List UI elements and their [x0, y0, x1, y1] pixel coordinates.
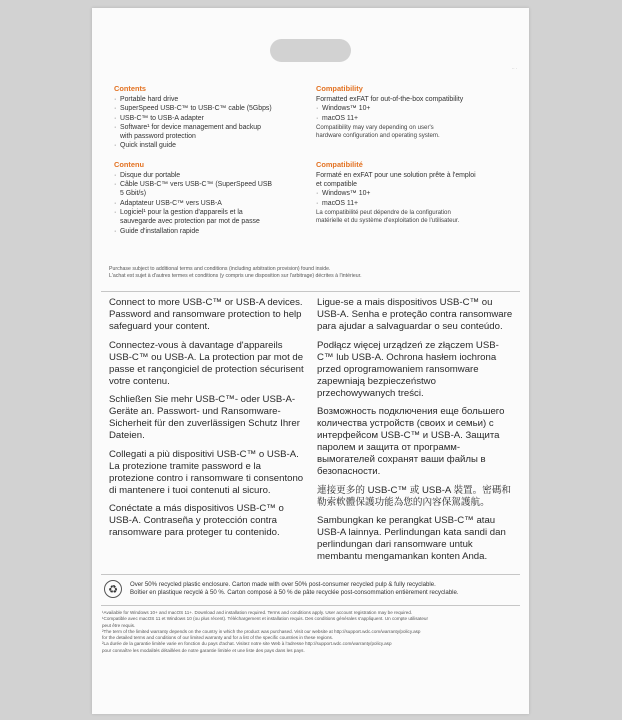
contents-heading-en: Contents: [114, 84, 147, 93]
contents-item: [114, 123, 316, 142]
contents-item: · SuperSpeed USB-C™ to USB-C™ cable (5Gbps): [114, 104, 316, 113]
compat-list-fr: [316, 189, 514, 208]
lang-paragraph-ru: Возможность подключения еще большего количества устройств (своих и семьи) с интерфейсом USB-C™ и USB-A. Защита паролем и защита от программ-вымогателей сохранят ваши файлы в безопасности.: [317, 406, 505, 477]
lang-column-right: [317, 297, 513, 570]
lang-paragraph-pl: Podłącz więcej urządzeń ze złączem USB-C™ lub USB-A. Ochrona hasłem iochrona przed oprogramowaniem ransomware zapewniają bezpieczeństwo przechowywanych treści.: [317, 339, 499, 399]
compat-item: · Windows™ 10+: [316, 189, 514, 198]
footnote-line: peut être requis.: [102, 622, 136, 628]
contents-item: [114, 208, 316, 227]
footnote-line: ²La durée de la garantie limitée varie en fonction du pays d'achat. Visitez notre site Web à l'adresse http://support.wdc.com/warranty/policy.asp: [102, 641, 392, 647]
compat-line-en: Formatted exFAT for out-of-the-box compatibility: [316, 96, 464, 103]
footnote-line: for the detailed terms and conditions of our limited warranty and for a list of the specific countries in these regions.: [102, 635, 334, 640]
spec-row-fr: [114, 160, 514, 236]
contents-item-text: Logiciel¹ pour la gestion d'appareils et la: [120, 208, 243, 216]
multilingual-copy: [109, 297, 513, 570]
compat-fr: [316, 160, 514, 236]
contents-item: · Quick install guide: [114, 141, 316, 150]
contents-list-en: [114, 95, 316, 151]
contents-item: · Adaptateur USB-C™ vers USB-A: [114, 199, 316, 208]
contents-item: [114, 180, 316, 199]
compat-line-fr: [316, 171, 514, 190]
spec-row-en: [114, 84, 514, 151]
lang-paragraph-fr: Connectez-vous à davantage d'appareils USB-C™ ou USB-A. La protection par mot de passe et rançongiciel de protection sécurisent votre contenu.: [109, 339, 304, 387]
footnote-line: ²The term of the limited warranty depends on the country in which the product was purchased. Visit our website at http://support.wdc.com/warranty/policy.asp: [102, 628, 421, 634]
divider: [101, 291, 520, 292]
contents-item-text-cont: with password protection: [120, 133, 196, 141]
lang-paragraph-pt: Ligue-se a mais dispositivos USB-C™ ou USB-A. Senha e proteção contra ransomware para ajudar a salvaguardar o seu conteúdo.: [317, 297, 513, 332]
compat-heading-fr: Compatibilité: [316, 159, 363, 169]
compat-line-part: et compatible: [316, 181, 357, 189]
divider: [101, 605, 520, 606]
contents-item: · Portable hard drive: [114, 95, 316, 104]
compat-item: · macOS 11+: [316, 199, 514, 208]
recycle-text-en: Over 50% recycled plastic enclosure. Carton made with over 50% post-consumer recycled pulp & fully recyclable.: [130, 580, 436, 588]
contents-item-text: Câble USB-C™ vers USB-C™ (SuperSpeed USB: [120, 181, 273, 189]
compat-item: · macOS 11+: [316, 114, 514, 123]
compat-note-line: hardware configuration and operating system.: [316, 132, 440, 140]
hang-tab-hole: [270, 39, 351, 62]
lang-paragraph-id: Sambungkan ke perangkat USB-C™ atau USB-A lainnya. Perlindungan kata sandi dan perlindungan dari ransomware untuk membantu mengamankan konten Anda.: [317, 515, 506, 562]
lang-column-left: [109, 297, 305, 570]
recycle-icon: ♻: [104, 580, 122, 598]
divider: [101, 574, 520, 575]
contents-heading-fr: Contenu: [114, 159, 144, 169]
compat-note-en: [316, 124, 514, 140]
contents-fr: [114, 160, 316, 236]
contents-item: · USB-C™ to USB-A adapter: [114, 114, 316, 123]
compat-note-line: matérielle et du système d'exploitation de l'utilisateur.: [316, 217, 460, 225]
footnotes: [102, 610, 518, 654]
compat-list-en: [316, 104, 514, 123]
lang-paragraph-de: Schließen Sie mehr USB-C™- oder USB-A-Geräte an. Passwort- und Ransomware-Sicherheit für den zuverlässigen Schutz Ihrer Dateien.: [109, 394, 300, 441]
recycle-notice: [104, 580, 518, 598]
package-back: [92, 8, 529, 714]
contents-en: [114, 84, 316, 151]
lang-paragraph-zh: 連接更多的 USB-C™ 或 USB-A 裝置。密碼和勒索軟體保護功能為您的內容保駕護航。: [317, 484, 512, 508]
tiny-mark: ·· ·: [511, 66, 517, 71]
contents-item: · Guide d'installation rapide: [114, 227, 316, 236]
lang-paragraph-es: Conéctate a más dispositivos USB-C™ o USB-A. Contraseña y protección contra ransomware para proteger tu contenido.: [109, 503, 284, 538]
recycle-text-fr: Boîtier en plastique recyclé à 50 %. Carton composé à 50 % de pâte recyclée post-consommation entièrement recyclable.: [130, 589, 459, 596]
contents-item-text: Software¹ for device management and backup: [120, 123, 261, 131]
compat-en: [316, 84, 514, 151]
lang-paragraph-en: Connect to more USB-C™ or USB-A devices. Password and ransomware protection to help safeguard your content.: [109, 297, 303, 332]
footnote-line: ¹Compatible avec macOS 11 et Windows 10 (ou plus récent). Téléchargement et installation requis. Des conditions générales s'appliquent. Un compte utilisateur: [102, 616, 429, 622]
specs-block: [114, 84, 514, 245]
footnote-line: ¹Available for Windows 10+ and macOS 11+. Download and installation required. Terms and conditions apply. User account registration may be required.: [102, 610, 413, 615]
compat-heading-en: Compatibility: [316, 84, 363, 93]
purchase-terms-fr: L'achat est sujet à d'autres termes et conditions (y compris une disposition sur l'arbitrage) décrites à l'intérieur.: [109, 273, 362, 279]
compat-note-fr: [316, 209, 514, 225]
lang-paragraph-it: Collegati a più dispositivi USB-C™ o USB-A. La protezione tramite password e la protezione contro i ransomware ti consentono di mantenere i tuoi contenuti al sicuro.: [109, 448, 304, 496]
compat-note-line: La compatibilité peut dépendre de la configuration: [316, 208, 451, 216]
compat-line-part: Formaté en exFAT pour une solution prête à l'emploi: [316, 171, 476, 179]
compat-note-line: Compatibility may vary depending on user's: [316, 123, 434, 131]
footnote-line: pour connaître les modalités détaillées de notre garantie limitée et une liste des pays dans les pays.: [102, 647, 305, 653]
contents-item: · Disque dur portable: [114, 171, 316, 180]
contents-item-text-cont: sauvegarde avec protection par mot de passe: [120, 218, 260, 226]
recycle-text: [130, 581, 459, 598]
purchase-terms-en: Purchase subject to additional terms and conditions (including arbitration provision) found inside.: [109, 266, 331, 272]
contents-list-fr: [114, 171, 316, 236]
purchase-terms: [109, 266, 513, 280]
compat-item: · Windows™ 10+: [316, 104, 514, 113]
contents-item-text-cont: 5 Gbit/s): [120, 190, 147, 198]
